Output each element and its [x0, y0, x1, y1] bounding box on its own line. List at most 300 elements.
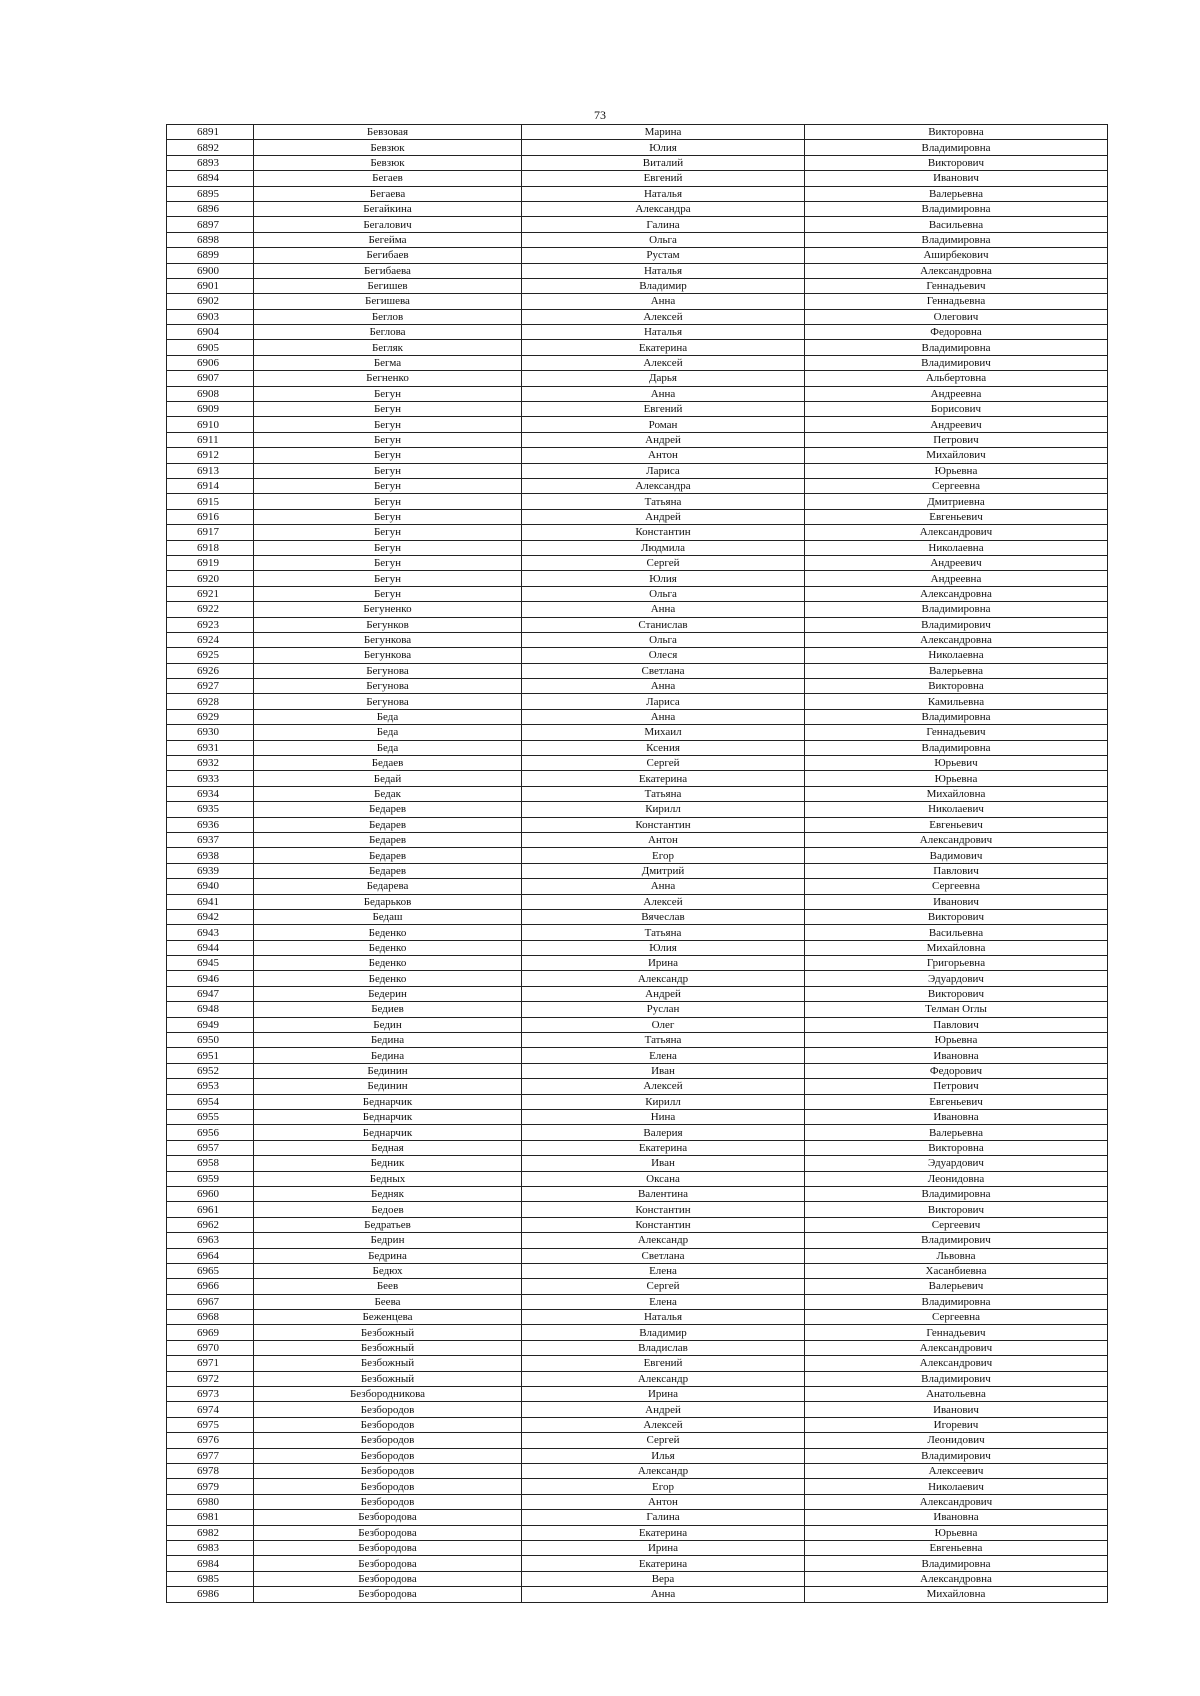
row-number: 6981: [167, 1510, 254, 1525]
first-name-cell: Алексей: [522, 1079, 805, 1094]
last-name-cell: Бегибаев: [254, 248, 522, 263]
first-name-cell: Илья: [522, 1448, 805, 1463]
first-name-cell: Алексей: [522, 1417, 805, 1432]
last-name-cell: Беева: [254, 1294, 522, 1309]
patronymic-cell: Валерьевич: [805, 1279, 1108, 1294]
first-name-cell: Роман: [522, 417, 805, 432]
patronymic-cell: Камильевна: [805, 694, 1108, 709]
last-name-cell: Бедерин: [254, 986, 522, 1001]
patronymic-cell: Геннадьевич: [805, 1325, 1108, 1340]
patronymic-cell: Михайловна: [805, 786, 1108, 801]
first-name-cell: Анна: [522, 602, 805, 617]
first-name-cell: Ольга: [522, 586, 805, 601]
patronymic-cell: Телман Оглы: [805, 1002, 1108, 1017]
table-row: [167, 1340, 1108, 1355]
last-name-cell: Бегун: [254, 417, 522, 432]
last-name-cell: Бедаев: [254, 756, 522, 771]
table-row: [167, 494, 1108, 509]
last-name-cell: Бегун: [254, 478, 522, 493]
first-name-cell: Людмила: [522, 540, 805, 555]
first-name-cell: Антон: [522, 832, 805, 847]
last-name-cell: Бедоев: [254, 1202, 522, 1217]
row-number: 6972: [167, 1371, 254, 1386]
table-row: [167, 879, 1108, 894]
first-name-cell: Ксения: [522, 740, 805, 755]
last-name-cell: Безбожный: [254, 1325, 522, 1340]
first-name-cell: Юлия: [522, 940, 805, 955]
last-name-cell: Бедарев: [254, 832, 522, 847]
row-number: 6903: [167, 309, 254, 324]
row-number: 6979: [167, 1479, 254, 1494]
last-name-cell: Безбородов: [254, 1494, 522, 1509]
table-row: [167, 1171, 1108, 1186]
table-row: [167, 1325, 1108, 1340]
patronymic-cell: Владимировна: [805, 340, 1108, 355]
table-row: [167, 925, 1108, 940]
last-name-cell: Бединин: [254, 1063, 522, 1078]
patronymic-cell: Николаевна: [805, 648, 1108, 663]
row-number: 6985: [167, 1571, 254, 1586]
last-name-cell: Бегненко: [254, 371, 522, 386]
patronymic-cell: Владимировна: [805, 201, 1108, 216]
table-row: [167, 155, 1108, 170]
table-row: [167, 1248, 1108, 1263]
row-number: 6969: [167, 1325, 254, 1340]
first-name-cell: Станислав: [522, 617, 805, 632]
first-name-cell: Егор: [522, 1479, 805, 1494]
first-name-cell: Антон: [522, 1494, 805, 1509]
table-row: [167, 555, 1108, 570]
table-row: [167, 186, 1108, 201]
row-number: 6929: [167, 709, 254, 724]
last-name-cell: Бедарев: [254, 848, 522, 863]
last-name-cell: Бегейма: [254, 232, 522, 247]
patronymic-cell: Андреевич: [805, 417, 1108, 432]
last-name-cell: Беглов: [254, 309, 522, 324]
table-row: [167, 309, 1108, 324]
table-row: [167, 586, 1108, 601]
last-name-cell: Бедиев: [254, 1002, 522, 1017]
table-row: [167, 417, 1108, 432]
row-number: 6973: [167, 1387, 254, 1402]
last-name-cell: Бегун: [254, 448, 522, 463]
table-row: [167, 617, 1108, 632]
first-name-cell: Виталий: [522, 155, 805, 170]
last-name-cell: Бегибаева: [254, 263, 522, 278]
last-name-cell: Бедаш: [254, 909, 522, 924]
patronymic-cell: Юрьевна: [805, 771, 1108, 786]
table-row: [167, 1156, 1108, 1171]
last-name-cell: Бегун: [254, 494, 522, 509]
patronymic-cell: Эдуардович: [805, 971, 1108, 986]
row-number: 6948: [167, 1002, 254, 1017]
first-name-cell: Алексей: [522, 309, 805, 324]
last-name-cell: Бевзюк: [254, 155, 522, 170]
table-row: [167, 1494, 1108, 1509]
table-row: [167, 1125, 1108, 1140]
row-number: 6893: [167, 155, 254, 170]
patronymic-cell: Геннадьевна: [805, 294, 1108, 309]
row-number: 6904: [167, 325, 254, 340]
patronymic-cell: Григорьевна: [805, 956, 1108, 971]
row-number: 6957: [167, 1140, 254, 1155]
row-number: 6937: [167, 832, 254, 847]
patronymic-cell: Викторович: [805, 986, 1108, 1001]
last-name-cell: Беда: [254, 709, 522, 724]
table-row: [167, 432, 1108, 447]
last-name-cell: Бегун: [254, 386, 522, 401]
table-row: [167, 863, 1108, 878]
table-row: [167, 1094, 1108, 1109]
patronymic-cell: Викторович: [805, 1202, 1108, 1217]
table-row: [167, 1510, 1108, 1525]
last-name-cell: Бедина: [254, 1033, 522, 1048]
patronymic-cell: Иванович: [805, 1402, 1108, 1417]
last-name-cell: Безбородов: [254, 1402, 522, 1417]
last-name-cell: Безбородова: [254, 1571, 522, 1586]
registry-table-body: [167, 125, 1108, 1603]
first-name-cell: Екатерина: [522, 1525, 805, 1540]
row-number: 6918: [167, 540, 254, 555]
row-number: 6906: [167, 355, 254, 370]
patronymic-cell: Владимировна: [805, 1556, 1108, 1571]
first-name-cell: Александр: [522, 971, 805, 986]
first-name-cell: Андрей: [522, 509, 805, 524]
table-row: [167, 909, 1108, 924]
row-number: 6901: [167, 278, 254, 293]
last-name-cell: Бедай: [254, 771, 522, 786]
patronymic-cell: Альбертовна: [805, 371, 1108, 386]
patronymic-cell: Федоровна: [805, 325, 1108, 340]
patronymic-cell: Викторович: [805, 909, 1108, 924]
first-name-cell: Анна: [522, 294, 805, 309]
patronymic-cell: Олегович: [805, 309, 1108, 324]
first-name-cell: Анна: [522, 879, 805, 894]
table-row: [167, 1525, 1108, 1540]
first-name-cell: Руслан: [522, 1002, 805, 1017]
row-number: 6954: [167, 1094, 254, 1109]
patronymic-cell: Юрьевна: [805, 1033, 1108, 1048]
last-name-cell: Бедная: [254, 1140, 522, 1155]
first-name-cell: Сергей: [522, 756, 805, 771]
first-name-cell: Владимир: [522, 1325, 805, 1340]
row-number: 6925: [167, 648, 254, 663]
table-row: [167, 1571, 1108, 1586]
row-number: 6977: [167, 1448, 254, 1463]
last-name-cell: Безбородова: [254, 1556, 522, 1571]
row-number: 6962: [167, 1217, 254, 1232]
first-name-cell: Антон: [522, 448, 805, 463]
patronymic-cell: Петрович: [805, 1079, 1108, 1094]
last-name-cell: Безбожный: [254, 1371, 522, 1386]
table-row: [167, 971, 1108, 986]
first-name-cell: Елена: [522, 1263, 805, 1278]
first-name-cell: Егор: [522, 848, 805, 863]
patronymic-cell: Ивановна: [805, 1048, 1108, 1063]
first-name-cell: Ирина: [522, 1387, 805, 1402]
row-number: 6922: [167, 602, 254, 617]
last-name-cell: Бегун: [254, 402, 522, 417]
patronymic-cell: Александрович: [805, 1340, 1108, 1355]
row-number: 6942: [167, 909, 254, 924]
last-name-cell: Бедник: [254, 1156, 522, 1171]
table-row: [167, 201, 1108, 216]
patronymic-cell: Михайловна: [805, 1587, 1108, 1602]
first-name-cell: Сергей: [522, 1433, 805, 1448]
first-name-cell: Светлана: [522, 1248, 805, 1263]
row-number: 6939: [167, 863, 254, 878]
row-number: 6919: [167, 555, 254, 570]
row-number: 6933: [167, 771, 254, 786]
patronymic-cell: Александровна: [805, 632, 1108, 647]
row-number: 6931: [167, 740, 254, 755]
patronymic-cell: Анатольевна: [805, 1387, 1108, 1402]
last-name-cell: Бегма: [254, 355, 522, 370]
row-number: 6895: [167, 186, 254, 201]
table-row: [167, 940, 1108, 955]
row-number: 6965: [167, 1263, 254, 1278]
first-name-cell: Евгений: [522, 171, 805, 186]
patronymic-cell: Владимировна: [805, 709, 1108, 724]
row-number: 6976: [167, 1433, 254, 1448]
patronymic-cell: Павлович: [805, 1017, 1108, 1032]
table-row: [167, 709, 1108, 724]
row-number: 6917: [167, 525, 254, 540]
first-name-cell: Александра: [522, 201, 805, 216]
table-row: [167, 463, 1108, 478]
row-number: 6902: [167, 294, 254, 309]
first-name-cell: Елена: [522, 1048, 805, 1063]
table-row: [167, 248, 1108, 263]
last-name-cell: Бегун: [254, 525, 522, 540]
patronymic-cell: Петрович: [805, 432, 1108, 447]
last-name-cell: Беденко: [254, 971, 522, 986]
first-name-cell: Татьяна: [522, 1033, 805, 1048]
first-name-cell: Татьяна: [522, 494, 805, 509]
row-number: 6907: [167, 371, 254, 386]
table-row: [167, 355, 1108, 370]
first-name-cell: Ирина: [522, 1540, 805, 1555]
first-name-cell: Оксана: [522, 1171, 805, 1186]
patronymic-cell: Викторович: [805, 155, 1108, 170]
row-number: 6905: [167, 340, 254, 355]
first-name-cell: Лариса: [522, 463, 805, 478]
row-number: 6975: [167, 1417, 254, 1432]
last-name-cell: Безбородова: [254, 1540, 522, 1555]
first-name-cell: Алексей: [522, 894, 805, 909]
first-name-cell: Юлия: [522, 140, 805, 155]
patronymic-cell: Владимировна: [805, 1186, 1108, 1201]
last-name-cell: Безбородова: [254, 1525, 522, 1540]
table-row: [167, 217, 1108, 232]
row-number: 6947: [167, 986, 254, 1001]
last-name-cell: Бедина: [254, 1048, 522, 1063]
table-row: [167, 540, 1108, 555]
patronymic-cell: Ивановна: [805, 1110, 1108, 1125]
table-row: [167, 771, 1108, 786]
last-name-cell: Бегун: [254, 586, 522, 601]
last-name-cell: Беднарчик: [254, 1094, 522, 1109]
row-number: 6955: [167, 1110, 254, 1125]
patronymic-cell: Викторовна: [805, 125, 1108, 140]
table-row: [167, 694, 1108, 709]
patronymic-cell: Владимировна: [805, 232, 1108, 247]
row-number: 6986: [167, 1587, 254, 1602]
last-name-cell: Безбожный: [254, 1340, 522, 1355]
patronymic-cell: Александрович: [805, 525, 1108, 540]
last-name-cell: Безбожный: [254, 1356, 522, 1371]
table-row: [167, 1371, 1108, 1386]
patronymic-cell: Владимирович: [805, 1371, 1108, 1386]
row-number: 6897: [167, 217, 254, 232]
first-name-cell: Анна: [522, 1587, 805, 1602]
patronymic-cell: Владимировна: [805, 602, 1108, 617]
last-name-cell: Беденко: [254, 925, 522, 940]
table-row: [167, 632, 1108, 647]
row-number: 6898: [167, 232, 254, 247]
first-name-cell: Лариса: [522, 694, 805, 709]
row-number: 6914: [167, 478, 254, 493]
row-number: 6946: [167, 971, 254, 986]
first-name-cell: Константин: [522, 1202, 805, 1217]
row-number: 6915: [167, 494, 254, 509]
last-name-cell: Бегаева: [254, 186, 522, 201]
last-name-cell: Бегун: [254, 463, 522, 478]
first-name-cell: Евгений: [522, 1356, 805, 1371]
patronymic-cell: Геннадьевич: [805, 725, 1108, 740]
row-number: 6959: [167, 1171, 254, 1186]
patronymic-cell: Николаевич: [805, 1479, 1108, 1494]
patronymic-cell: Евгеньевич: [805, 509, 1108, 524]
patronymic-cell: Васильевна: [805, 925, 1108, 940]
patronymic-cell: Леонидович: [805, 1433, 1108, 1448]
last-name-cell: Бедняк: [254, 1186, 522, 1201]
last-name-cell: Бедак: [254, 786, 522, 801]
first-name-cell: Константин: [522, 1217, 805, 1232]
patronymic-cell: Васильевна: [805, 217, 1108, 232]
table-row: [167, 340, 1108, 355]
table-row: [167, 386, 1108, 401]
patronymic-cell: Геннадьевич: [805, 278, 1108, 293]
row-number: 6936: [167, 817, 254, 832]
last-name-cell: Бегункова: [254, 632, 522, 647]
table-row: [167, 371, 1108, 386]
first-name-cell: Татьяна: [522, 925, 805, 940]
patronymic-cell: Валерьевна: [805, 663, 1108, 678]
last-name-cell: Бедарев: [254, 817, 522, 832]
last-name-cell: Беда: [254, 740, 522, 755]
patronymic-cell: Валерьевна: [805, 186, 1108, 201]
row-number: 6970: [167, 1340, 254, 1355]
row-number: 6892: [167, 140, 254, 155]
table-row: [167, 171, 1108, 186]
row-number: 6916: [167, 509, 254, 524]
first-name-cell: Константин: [522, 817, 805, 832]
table-row: [167, 1279, 1108, 1294]
row-number: 6958: [167, 1156, 254, 1171]
last-name-cell: Бедрин: [254, 1233, 522, 1248]
first-name-cell: Дарья: [522, 371, 805, 386]
patronymic-cell: Федорович: [805, 1063, 1108, 1078]
patronymic-cell: Борисович: [805, 402, 1108, 417]
row-number: 6911: [167, 432, 254, 447]
table-row: [167, 817, 1108, 832]
row-number: 6956: [167, 1125, 254, 1140]
last-name-cell: Бегунков: [254, 617, 522, 632]
patronymic-cell: Сергеевна: [805, 1310, 1108, 1325]
table-row: [167, 802, 1108, 817]
last-name-cell: Беденко: [254, 956, 522, 971]
registry-table: [166, 124, 1108, 1603]
first-name-cell: Наталья: [522, 325, 805, 340]
last-name-cell: Бегунова: [254, 694, 522, 709]
patronymic-cell: Андреевна: [805, 571, 1108, 586]
patronymic-cell: Евгеньевич: [805, 817, 1108, 832]
row-number: 6974: [167, 1402, 254, 1417]
row-number: 6971: [167, 1356, 254, 1371]
first-name-cell: Екатерина: [522, 1556, 805, 1571]
row-number: 6908: [167, 386, 254, 401]
table-row: [167, 571, 1108, 586]
patronymic-cell: Владимирович: [805, 1448, 1108, 1463]
page-number: 73: [594, 108, 606, 122]
row-number: 6924: [167, 632, 254, 647]
first-name-cell: Галина: [522, 1510, 805, 1525]
last-name-cell: Бегун: [254, 555, 522, 570]
patronymic-cell: Евгеньевна: [805, 1540, 1108, 1555]
table-row: [167, 263, 1108, 278]
patronymic-cell: Павлович: [805, 863, 1108, 878]
table-row: [167, 1402, 1108, 1417]
table-row: [167, 1140, 1108, 1155]
first-name-cell: Вера: [522, 1571, 805, 1586]
row-number: 6943: [167, 925, 254, 940]
patronymic-cell: Ивановна: [805, 1510, 1108, 1525]
last-name-cell: Безбородов: [254, 1433, 522, 1448]
first-name-cell: Марина: [522, 125, 805, 140]
table-row: [167, 602, 1108, 617]
last-name-cell: Бегунова: [254, 679, 522, 694]
row-number: 6912: [167, 448, 254, 463]
patronymic-cell: Игоревич: [805, 1417, 1108, 1432]
row-number: 6913: [167, 463, 254, 478]
patronymic-cell: Александрович: [805, 1494, 1108, 1509]
first-name-cell: Андрей: [522, 986, 805, 1001]
first-name-cell: Андрей: [522, 432, 805, 447]
table-row: [167, 1002, 1108, 1017]
table-row: [167, 509, 1108, 524]
row-number: 6961: [167, 1202, 254, 1217]
last-name-cell: Бегишева: [254, 294, 522, 309]
row-number: 6910: [167, 417, 254, 432]
first-name-cell: Екатерина: [522, 771, 805, 786]
last-name-cell: Беденко: [254, 940, 522, 955]
table-row: [167, 679, 1108, 694]
patronymic-cell: Евгеньевич: [805, 1094, 1108, 1109]
row-number: 6935: [167, 802, 254, 817]
row-number: 6968: [167, 1310, 254, 1325]
last-name-cell: Беженцева: [254, 1310, 522, 1325]
table-row: [167, 1263, 1108, 1278]
table-row: [167, 1356, 1108, 1371]
row-number: 6960: [167, 1186, 254, 1201]
patronymic-cell: Андреевна: [805, 386, 1108, 401]
table-row: [167, 756, 1108, 771]
row-number: 6921: [167, 586, 254, 601]
first-name-cell: Андрей: [522, 1402, 805, 1417]
last-name-cell: Бегайкина: [254, 201, 522, 216]
first-name-cell: Нина: [522, 1110, 805, 1125]
